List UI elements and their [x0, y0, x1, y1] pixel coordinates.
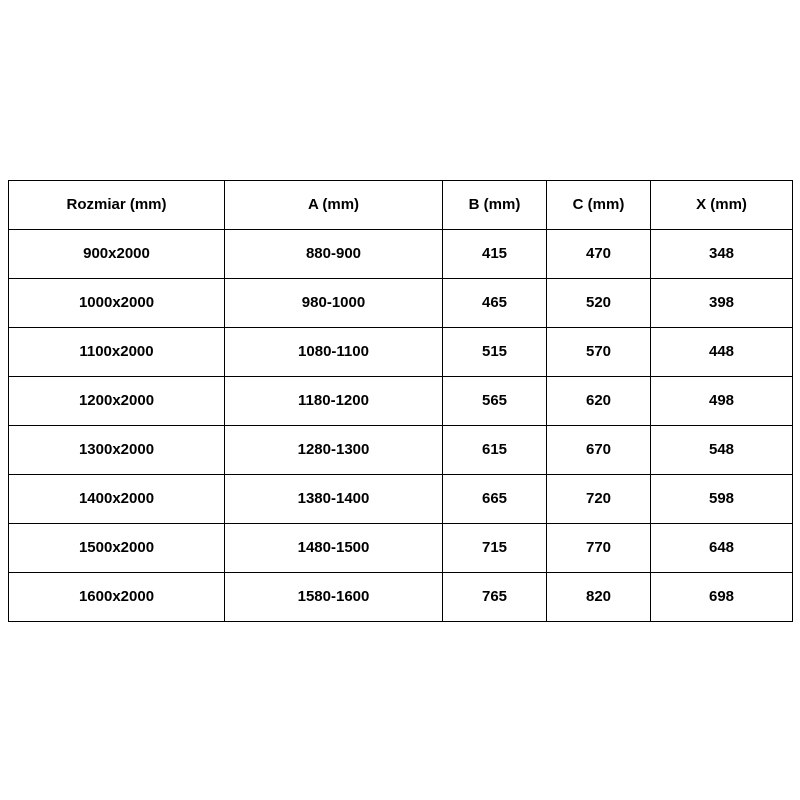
- cell-x: 498: [651, 377, 793, 426]
- cell-x: 398: [651, 279, 793, 328]
- cell-a: 1580-1600: [225, 573, 443, 622]
- cell-c: 720: [547, 475, 651, 524]
- cell-x: 348: [651, 230, 793, 279]
- table-row: [9, 230, 793, 279]
- table-row: [9, 524, 793, 573]
- cell-rozmiar: 1500x2000: [9, 524, 225, 573]
- cell-c: 820: [547, 573, 651, 622]
- cell-c: 770: [547, 524, 651, 573]
- column-header-b: B (mm): [443, 181, 547, 230]
- cell-a: 1380-1400: [225, 475, 443, 524]
- cell-c: 470: [547, 230, 651, 279]
- cell-x: 548: [651, 426, 793, 475]
- cell-b: 415: [443, 230, 547, 279]
- cell-a: 1080-1100: [225, 328, 443, 377]
- cell-rozmiar: 1000x2000: [9, 279, 225, 328]
- cell-a: 1180-1200: [225, 377, 443, 426]
- cell-rozmiar: 1400x2000: [9, 475, 225, 524]
- cell-rozmiar: 1200x2000: [9, 377, 225, 426]
- table-row: [9, 328, 793, 377]
- cell-a: 1480-1500: [225, 524, 443, 573]
- column-header-rozmiar: Rozmiar (mm): [9, 181, 225, 230]
- cell-b: 765: [443, 573, 547, 622]
- cell-b: 565: [443, 377, 547, 426]
- spec-table-container: [8, 180, 792, 622]
- cell-rozmiar: 1300x2000: [9, 426, 225, 475]
- cell-x: 448: [651, 328, 793, 377]
- dimensions-table: [8, 180, 793, 622]
- cell-a: 1280-1300: [225, 426, 443, 475]
- cell-c: 670: [547, 426, 651, 475]
- cell-c: 620: [547, 377, 651, 426]
- table-header-row: [9, 181, 793, 230]
- cell-rozmiar: 1100x2000: [9, 328, 225, 377]
- column-header-c: C (mm): [547, 181, 651, 230]
- cell-b: 515: [443, 328, 547, 377]
- cell-c: 570: [547, 328, 651, 377]
- table-row: [9, 573, 793, 622]
- cell-rozmiar: 1600x2000: [9, 573, 225, 622]
- cell-a: 880-900: [225, 230, 443, 279]
- column-header-x: X (mm): [651, 181, 793, 230]
- cell-x: 698: [651, 573, 793, 622]
- cell-b: 615: [443, 426, 547, 475]
- cell-b: 715: [443, 524, 547, 573]
- cell-a: 980-1000: [225, 279, 443, 328]
- table-row: [9, 426, 793, 475]
- cell-c: 520: [547, 279, 651, 328]
- cell-rozmiar: 900x2000: [9, 230, 225, 279]
- column-header-a: A (mm): [225, 181, 443, 230]
- table-row: [9, 377, 793, 426]
- table-head: [9, 181, 793, 230]
- table-body: [9, 230, 793, 622]
- cell-x: 648: [651, 524, 793, 573]
- cell-b: 465: [443, 279, 547, 328]
- cell-x: 598: [651, 475, 793, 524]
- cell-b: 665: [443, 475, 547, 524]
- table-row: [9, 475, 793, 524]
- table-row: [9, 279, 793, 328]
